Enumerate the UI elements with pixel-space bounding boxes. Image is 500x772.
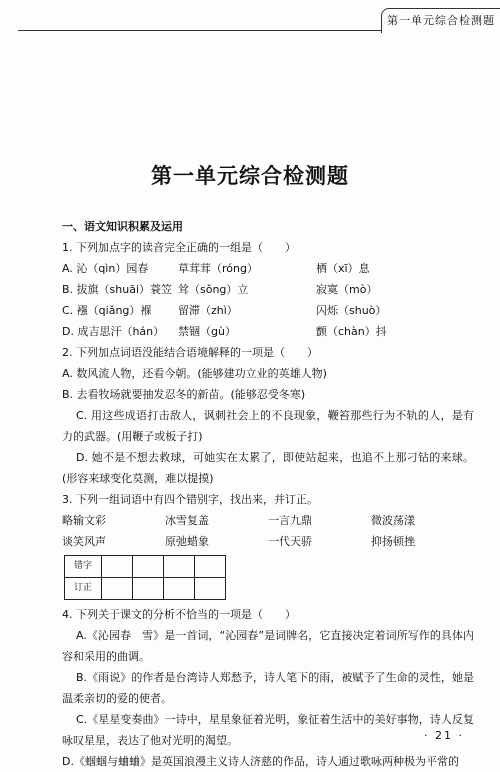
answer-cell[interactable] <box>133 556 164 578</box>
q2-stem: 2. 下列加点词语没能结合语境解释的一项是（ ） <box>62 346 318 359</box>
q3-stem: 3. 下列一组词语中有四个错别字，找出来，并订正。 <box>62 493 318 506</box>
q1-option-b <box>62 279 474 300</box>
q3-words-row-2 <box>62 531 474 552</box>
q1-d-2: 禁锢（gù） <box>178 325 236 338</box>
running-header <box>0 0 500 32</box>
q3-word: 原弛蜡象 <box>165 535 209 548</box>
q3-word: 略输文彩 <box>62 514 106 527</box>
q1-option-a <box>62 258 474 279</box>
running-title-tab: 第一单元综合检测题 <box>381 8 500 33</box>
correction-table <box>64 555 226 600</box>
q3-words-row-1 <box>62 510 474 531</box>
answer-cell[interactable] <box>164 578 195 600</box>
q2-option-b: B. 去看牧场就要抽发忍冬的新苗。(能够忍受冬寒) <box>62 388 306 401</box>
q1-c-2: 留滞（zhì） <box>178 304 238 317</box>
q1-b-1: B. 拔旗（shuāi）蓑笠 <box>62 283 173 296</box>
q2-option-d: D. 她不是不想去救球，可她实在太累了，即使站起来，也追不上那刁钻的来球。(形容来球变化莫测，难以提摸) <box>62 451 474 485</box>
q3-word: 微波荡漾 <box>371 514 415 527</box>
q3-word: 一言九鼎 <box>268 514 312 527</box>
q4-option-b: B.《雨说》的作者是台湾诗人郑愁予，诗人笔下的雨，被赋予了生命的灵性，她是温柔亲切的爱的使者。 <box>62 671 474 705</box>
q4-option-a: A.《沁园春 雪》是一首词，“沁园春”是词牌名，它直接决定着词所写作的具体内容和采用的曲调。 <box>62 629 474 663</box>
q1-c-3: 闪烁（shuò） <box>316 304 387 317</box>
q3-word: 一代天骄 <box>268 535 312 548</box>
q4-option-d: D.《蝈蝈与蛐蛐》是英国浪漫主义诗人济慈的作品，诗人通过歌咏两种极为平常的 <box>62 755 459 768</box>
q1-a-2: 草茸茸（róng） <box>178 262 258 275</box>
q4-stem: 4. 下列关于课文的分析不恰当的一项是（ ） <box>62 608 296 621</box>
q4-option-c: C.《星星变奏曲》一诗中，星星象征着光明，象征着生活中的美好事物，诗人反复咏叹星星，表达了他对光明的渴望。 <box>62 713 474 747</box>
table-row <box>65 578 226 600</box>
q1-d-3: 颤（chàn）抖 <box>316 325 387 338</box>
answer-cell[interactable] <box>195 556 226 578</box>
header-rule <box>18 30 390 31</box>
answer-cell[interactable] <box>195 578 226 600</box>
q3-word: 冰雪复盖 <box>165 514 209 527</box>
correction-label: 订正 <box>65 578 102 600</box>
q2-option-c: C. 用这些成语打击敌人，讽刺社会上的不良现象，鞭笞那些行为不轨的人，是有力的武器。(用鞭子或板子打) <box>62 409 474 443</box>
q1-b-2: 耸（sǒng）立 <box>178 283 249 296</box>
q1-option-c <box>62 300 474 321</box>
page-body <box>62 216 474 772</box>
q3-word: 抑扬顿挫 <box>371 535 415 548</box>
q1-b-3: 寂寞（mò） <box>316 283 378 296</box>
answer-cell[interactable] <box>133 578 164 600</box>
table-row <box>65 556 226 578</box>
q3-word: 谈笑风声 <box>62 535 106 548</box>
q1-c-1: C. 襁（qiǎng）褓 <box>62 304 152 317</box>
q1-d-1: D. 成吉思汗（hán） <box>62 325 165 338</box>
answer-cell[interactable] <box>164 556 195 578</box>
page-number: · 21 · <box>424 729 464 742</box>
section-heading: 一、语文知识积累及运用 <box>62 220 183 233</box>
answer-cell[interactable] <box>102 578 133 600</box>
q2-option-a: A. 数风流人物，还看今朝。(能够建功立业的英雄人物) <box>62 367 327 380</box>
q1-option-d <box>62 321 474 342</box>
q1-a-3: 栖（xī）息 <box>316 262 370 275</box>
page-title: 第一单元综合检测题 <box>151 163 349 188</box>
q1-a-1: A. 沁（qìn）园春 <box>62 262 149 275</box>
q1-stem: 1. 下列加点字的读音完全正确的一组是（ ） <box>62 241 296 254</box>
answer-cell[interactable] <box>102 556 133 578</box>
wrong-char-label: 错字 <box>65 556 102 578</box>
